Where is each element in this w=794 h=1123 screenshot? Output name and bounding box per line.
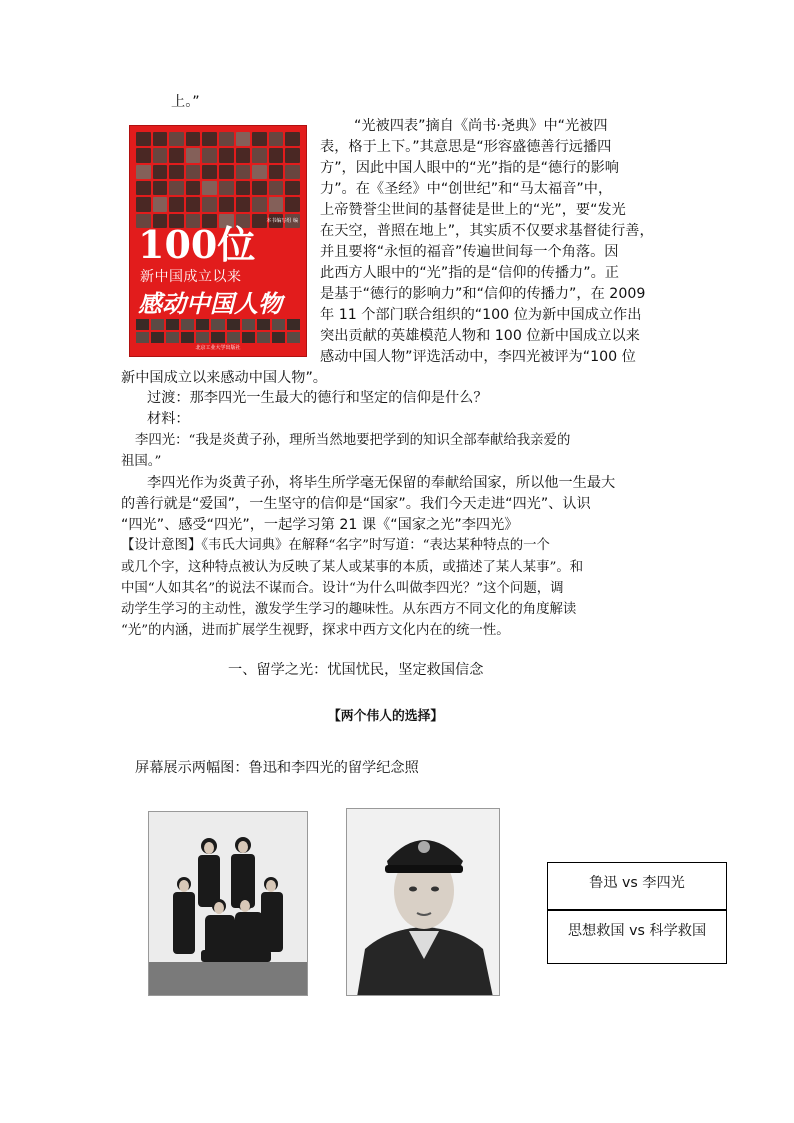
design-intent-line: “光”的内涵，进而扩展学生视野，探求中西方文化内在的统一性。 <box>121 623 510 638</box>
text-line: 在天空，普照在地上”，其实质不仅要求基督徒行善， <box>320 223 654 239</box>
text-line: 年 11 个部门联合组织的“100 位为新中国成立作出 <box>320 307 642 323</box>
portrait-drawing <box>347 809 500 996</box>
text-line: 感动中国人物”评选活动中，李四光被评为“100 位 <box>320 349 636 365</box>
group-photo-image <box>148 811 308 996</box>
comparison-approach: 思想救国 vs 科学救国 <box>567 923 707 939</box>
text-line: 此西方人眼中的“光”指的是“信仰的传播力”。正 <box>320 265 619 281</box>
text-line: “光被四表”摘自《尚书·尧典》中“光被四 <box>354 118 608 134</box>
screen-caption: 屏幕展示两幅图：鲁迅和李四光的留学纪念照 <box>135 760 419 776</box>
cover-portrait-grid <box>136 132 300 228</box>
paragraph-continuation: 上。” <box>171 94 200 110</box>
text-line: 表，格于上下。”其意思是“形容盛德善行远播四 <box>320 139 612 155</box>
design-intent-line: 【设计意图】《韦氏大词典》在解释“名字”时写道：“表达某种特点的一个 <box>121 538 550 553</box>
design-intent-line: 动学生学习的主动性，激发学生学习的趣味性。从东西方不同文化的角度解读 <box>121 602 577 617</box>
cover-bottom-portraits <box>136 319 300 343</box>
text-line: 李四光作为炎黄子孙，将毕生所学毫无保留的奉献给国家，所以他一生最大 <box>147 475 616 491</box>
cover-main-title: 感动中国人物 <box>138 289 282 318</box>
transition-text: 过渡：那李四光一生最大的德行和坚定的信仰是什么？ <box>147 390 488 406</box>
book-cover-image <box>129 125 307 357</box>
cover-subtitle: 新中国成立以来 <box>140 269 242 285</box>
cover-publisher: 北京工业大学出版社 <box>195 345 241 351</box>
text-line: 方”，因此中国人眼中的“光”指的是“德行的影响 <box>320 160 619 176</box>
subsection-heading: 【两个伟人的选择】 <box>328 709 444 724</box>
section-heading: 一、留学之光：忧国忧民，坚定救国信念 <box>228 662 484 678</box>
group-photo-drawing <box>149 812 308 996</box>
quote-line: 祖国。” <box>121 454 162 469</box>
text-line: 的善行就是“爱国”，一生坚守的信仰是“国家”。我们今天走进“四光”、认识 <box>121 496 591 512</box>
design-intent-line: 中国“人如其名”的说法不谋而合。设计“为什么叫做李四光？”这个问题，调 <box>121 581 564 596</box>
comparison-cell-approach <box>547 910 727 964</box>
material-label: 材料： <box>147 411 190 427</box>
text-line: 力”。在《圣经》中“创世纪”和“马太福音”中， <box>320 181 613 197</box>
text-line: 并且要将“永恒的福音”传遍世间每一个角落。因 <box>320 244 619 260</box>
text-line: 突出贡献的英雄模范人物和 100 位新中国成立以来 <box>320 328 640 344</box>
comparison-cell-people <box>547 862 727 910</box>
cover-editor-label: 本书编写组 编 <box>266 218 298 224</box>
text-line: 上帝赞誉尘世间的基督徒是世上的“光”，要“发光 <box>320 202 626 218</box>
quote-line: 李四光：“我是炎黄子孙，理所当然地要把学到的知识全部奉献给我亲爱的 <box>135 433 571 448</box>
design-intent-line: 或几个字，这种特点被认为反映了某人或某事的本质，或描述了某人某事”。和 <box>121 560 584 575</box>
text-line: 是基于“德行的影响力”和“信仰的传播力”，在 2009 <box>320 286 646 302</box>
comparison-people: 鲁迅 vs 李四光 <box>589 875 685 891</box>
text-line: 新中国成立以来感动中国人物”。 <box>121 370 327 386</box>
cover-title: 100位 <box>138 222 256 267</box>
text-line: “四光”、感受“四光”，一起学习第 21 课《“国家之光”李四光》 <box>121 517 519 533</box>
portrait-photo-image <box>346 808 500 996</box>
